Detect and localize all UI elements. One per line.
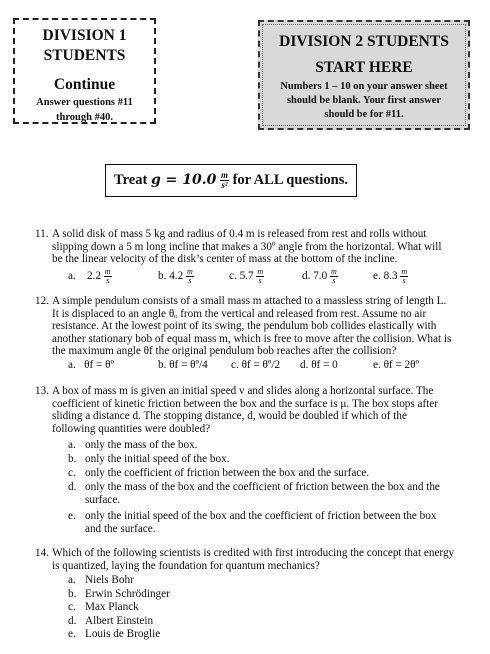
gravity-value: g = 10.0 [150, 172, 217, 188]
option-label: b. [158, 359, 167, 371]
option-label: a. [68, 574, 76, 586]
option-text: only the mass of the box. [85, 439, 198, 451]
unit-num: m [104, 267, 111, 276]
division-1-title-line2: STUDENTS [43, 47, 126, 64]
gravity-constant-box [105, 164, 357, 197]
option-label: b. [68, 587, 77, 600]
option-14e[interactable] [68, 628, 368, 641]
question-line: coefficient of kinetic friction between the box and the surface is μ. The box stops after [52, 397, 439, 410]
question-line: A box of mass m is given an initial speed v and slides along a horizontal surface. The [52, 385, 434, 397]
option-12a[interactable] [68, 359, 114, 372]
option-13e[interactable] [68, 510, 478, 536]
option-value: θf = 0 [311, 359, 338, 371]
unit-m-per-s [400, 268, 408, 285]
option-11e[interactable] [373, 268, 408, 285]
unit-num: m [186, 267, 193, 276]
option-13a[interactable] [68, 439, 478, 452]
option-label: d. [68, 481, 77, 493]
question-line: slipping down a 5 m long incline that makes a 30º angle from the horizontal. What will [52, 240, 442, 253]
option-12e[interactable] [373, 359, 419, 372]
option-value: 4.2 [169, 270, 184, 283]
option-text-continued: surface. [85, 494, 121, 506]
option-value: θf = 2θº [383, 359, 419, 371]
option-label: c. [68, 467, 76, 479]
division-2-instruction-line1: Numbers 1 – 10 on your answer sheet [280, 81, 448, 92]
option-value: 8.3 [383, 270, 398, 283]
unit-den: s [332, 276, 336, 285]
unit-num: m [257, 267, 264, 276]
gravity-unit-den: s² [221, 180, 228, 191]
option-14c[interactable] [68, 601, 368, 614]
option-label: c. [231, 359, 239, 371]
question-line: following quantities were doubled? [52, 422, 211, 435]
division-1-box [13, 18, 156, 124]
unit-m-per-s [104, 268, 112, 285]
option-label: e. [68, 628, 76, 640]
option-13c[interactable] [68, 467, 478, 480]
question-line: A simple pendulum consists of a small mass m attached to a massless string of length L. [52, 295, 447, 307]
option-label: a. [68, 270, 76, 283]
gravity-unit-num: m [220, 170, 228, 181]
option-14b[interactable] [68, 588, 368, 601]
option-14a[interactable] [68, 574, 368, 587]
option-text: only the initial speed of the box. [85, 453, 230, 465]
question-number: 12. [35, 295, 49, 307]
option-13d[interactable] [68, 481, 478, 507]
option-text: only the coefficient of friction between the box and the surface. [85, 467, 370, 479]
option-text: Louis de Broglie [85, 628, 161, 640]
option-label: d. [302, 270, 311, 283]
option-11b[interactable] [158, 268, 194, 285]
question-line: sliding a distance d. The stopping distance, d, would be doubled if which of the [52, 410, 407, 423]
treat-prefix: Treat [114, 172, 151, 188]
unit-m-per-s [330, 268, 338, 285]
option-12c[interactable] [231, 359, 280, 372]
unit-num: m [401, 267, 408, 276]
question-line: the maximum angle θf the original pendulum bob reaches after the collision? [52, 345, 397, 358]
division-2-instruction-line2: should be blank. Your first answer [286, 95, 442, 106]
division-1-title-line1: DIVISION 1 [42, 27, 127, 44]
option-11d[interactable] [302, 268, 338, 285]
option-13b[interactable] [68, 453, 478, 466]
question-line: another stationary bob of equal mass m, which is free to move after the collision. What is [52, 332, 452, 345]
option-12d[interactable] [300, 359, 338, 372]
option-value: θf = θº/2 [241, 359, 281, 371]
division-1-instruction-line2: through #40. [56, 112, 113, 123]
unit-den: s [402, 276, 406, 285]
division-2-title: DIVISION 2 STUDENTS [279, 33, 449, 50]
option-value: 2.2 [86, 270, 101, 283]
option-text: only the mass of the box and the coefficient of friction between the box and the [85, 481, 440, 493]
option-value: θf = θº/4 [169, 359, 208, 371]
unit-den: s [258, 276, 262, 285]
option-label: e. [373, 270, 381, 283]
division-1-continue: Continue [53, 76, 116, 93]
question-number: 14. [35, 547, 49, 559]
option-value: θf = θº [84, 359, 114, 371]
option-label: a. [68, 439, 76, 451]
treat-suffix: for ALL questions. [232, 172, 348, 188]
option-label: c. [229, 270, 237, 283]
division-2-box [258, 20, 470, 130]
question-line: resistance. At the lowest point of its swing, the pendulum bob collides elastically with [52, 320, 437, 333]
option-11c[interactable] [229, 268, 264, 285]
question-number: 13. [35, 385, 49, 397]
option-text: Erwin Schrödinger [85, 587, 170, 600]
option-label: a. [68, 359, 76, 371]
option-value: 5.7 [239, 270, 254, 283]
question-line: be the linear velocity of the disk’s center of mass at the bottom of the incline. [52, 253, 398, 266]
gravity-unit [220, 171, 229, 190]
division-1-instruction-line1: Answer questions #11 [36, 97, 133, 108]
option-text: Max Planck [85, 601, 139, 613]
option-14d[interactable] [68, 615, 368, 628]
question-13-options [68, 439, 478, 539]
division-2-start-here: START HERE [315, 59, 413, 76]
unit-den: s [106, 276, 110, 285]
question-number: 11. [35, 228, 49, 240]
question-line: is quantized, laying the foundation for quantum mechanics? [52, 559, 320, 572]
unit-m-per-s [186, 268, 194, 285]
option-label: e. [373, 359, 381, 371]
option-text: only the initial speed of the box and the coefficient of friction between the box [85, 510, 437, 522]
question-line: Which of the following scientists is credited with first introducing the concept that energy [52, 547, 455, 559]
question-line: It is displaced to an angle θₒ from the vertical and released from rest. Assume no air [52, 307, 427, 320]
option-text: Albert Einstein [85, 614, 154, 627]
question-14-options [68, 574, 368, 646]
option-label: d. [300, 359, 309, 371]
option-label: d. [68, 614, 77, 627]
unit-num: m [330, 267, 337, 276]
option-text-continued: and the surface. [85, 523, 156, 535]
option-12b[interactable] [158, 359, 208, 372]
option-label: c. [68, 601, 76, 613]
option-label: e. [68, 510, 76, 522]
option-label: b. [158, 270, 167, 283]
division-2-instruction-line3: should be for #11. [324, 109, 404, 120]
option-label: b. [68, 453, 77, 465]
option-value: 7.0 [313, 270, 328, 283]
unit-den: s [188, 276, 192, 285]
option-11a[interactable] [68, 268, 112, 285]
option-text: Niels Bohr [85, 574, 134, 586]
question-line: A solid disk of mass 5 kg and radius of 0.4 m is released from rest and rolls without [52, 228, 427, 240]
unit-m-per-s [256, 268, 264, 285]
